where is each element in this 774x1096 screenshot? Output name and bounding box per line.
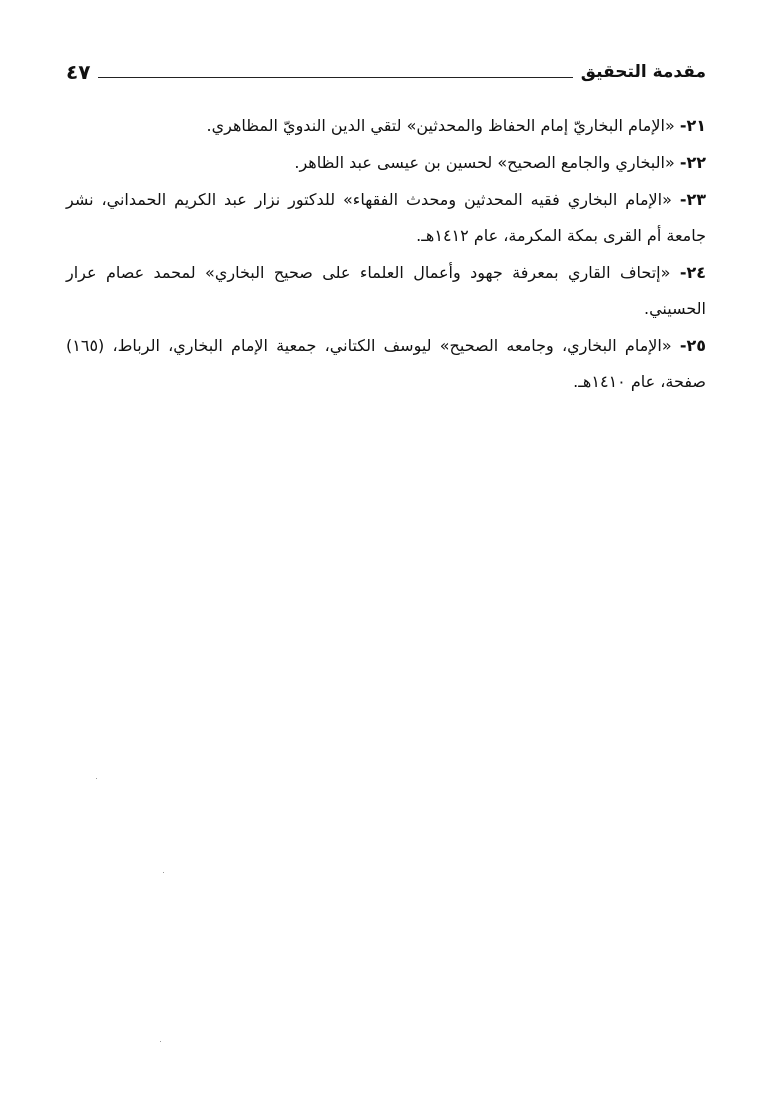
section-title: مقدمة التحقيق <box>580 62 706 82</box>
running-header <box>66 56 706 84</box>
scan-speck <box>163 872 164 873</box>
scan-speck <box>160 1041 161 1042</box>
reference-text: «البخاري والجامع الصحيح» لحسين بن عيسى عبد الظاهر. <box>294 153 675 172</box>
header-rule <box>98 77 572 78</box>
reference-text: «إتحاف القاري بمعرفة جهود وأعمال العلماء على صحيح البخاري» لمحمد عصام عرار الحسيني. <box>66 263 706 318</box>
reference-number: ٢٢- <box>679 153 706 172</box>
reference-number: ٢٣- <box>679 190 706 209</box>
reference-number: ٢١- <box>679 116 706 135</box>
reference-text: «الإمام البخاريّ إمام الحفاظ والمحدثين» لتقي الدين الندويّ المظاهري. <box>206 116 675 135</box>
reference-text: «الإمام البخاري، وجامعه الصحيح» ليوسف الكتاني، جمعية الإمام البخاري، الرباط، (١٦٥) صفحة، عام ١٤١٠هـ. <box>66 336 706 391</box>
reference-number: ٢٤- <box>679 263 706 282</box>
reference-number: ٢٥- <box>679 336 707 355</box>
reference-item <box>66 328 706 400</box>
reference-item <box>66 108 706 144</box>
scan-speck <box>96 778 97 779</box>
reference-item <box>66 182 706 254</box>
reference-text: «الإمام البخاري فقيه المحدثين ومحدث الفقهاء» للدكتور نزار عبد الكريم الحمداني، نشر جامعة أم القرى بمكة المكرمة، عام ١٤١٢هـ. <box>66 190 706 245</box>
page-number: ٤٧ <box>66 60 91 84</box>
reference-item <box>66 255 706 327</box>
reference-item <box>66 145 706 181</box>
reference-list <box>66 108 706 401</box>
